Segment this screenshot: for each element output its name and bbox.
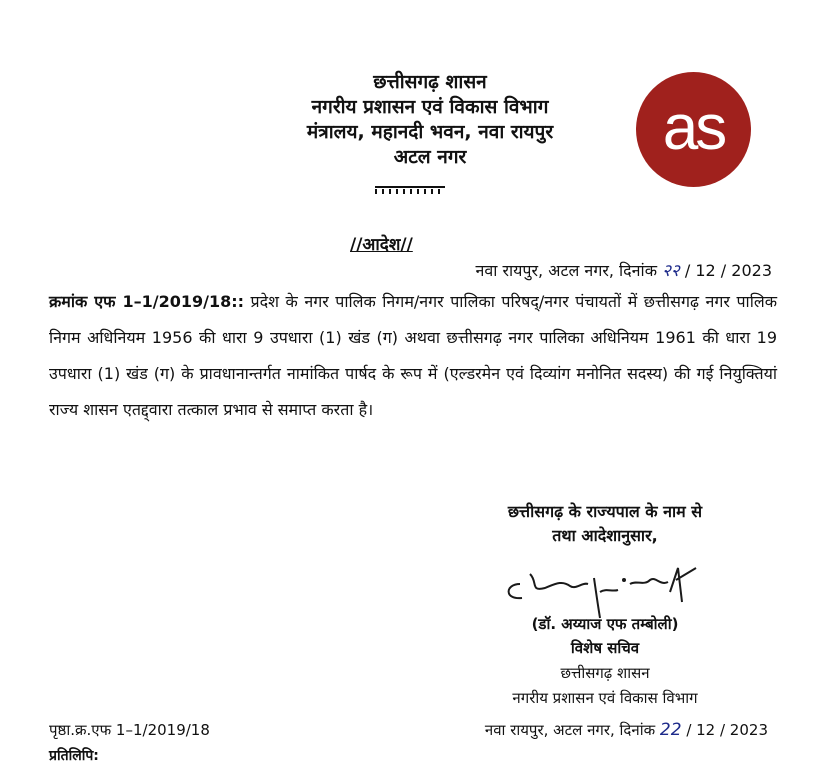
designation: विशेष सचिव bbox=[570, 639, 640, 657]
order-place-prefix: नवा रायपुर, अटल नगर, दिनांक bbox=[475, 261, 657, 280]
as-logo-icon bbox=[636, 72, 751, 187]
order-body-text: प्रदेश के नगर पालिक निगम/नगर पालिका परिषद्/नगर पंचायतों में छत्तीसगढ़ नगर पालिक निगम अधिनियम 1956 की धारा 9 उपधारा (1) खंड (ग) अथवा छत्तीसगढ़ नगर पालिका अधिनियम 1961 की धारा 19 उपधारा (1) खंड (ग) के प्रावधानान्तर्गत नामांकित पार्षद के रूप में (एल्डरमेन एवं दिव्यांग मनोनित सदस्य) की गई नियुक्तियां राज्य शासन एतद्द्वारा तत्काल प्रभाव से समाप्त करता है। bbox=[49, 292, 777, 419]
order-month-year: / 12 / 2023 bbox=[684, 261, 772, 280]
authority-line-1: छत्तीसगढ़ के राज्यपाल के नाम से bbox=[507, 502, 703, 521]
handwritten-day: 22 bbox=[659, 720, 682, 740]
order-title: //आदेश// bbox=[350, 235, 413, 255]
logo-text: as bbox=[662, 90, 725, 163]
endorsement-date-line bbox=[485, 720, 768, 740]
letterhead-department: नगरीय प्रशासन एवं विकास विभाग bbox=[311, 96, 549, 118]
signatory-name: (डॉ. अय्याज एफ तम्बोली) bbox=[531, 615, 679, 633]
signatory-designation-block bbox=[440, 636, 770, 711]
endorsement-month-year: / 12 / 2023 bbox=[686, 721, 768, 739]
government-name: छत्तीसगढ़ शासन bbox=[560, 664, 650, 682]
handwritten-day: २२ bbox=[662, 261, 680, 281]
department-name: नगरीय प्रशासन एवं विकास विभाग bbox=[512, 689, 698, 707]
endorsement-place-prefix: नवा रायपुर, अटल नगर, दिनांक bbox=[484, 721, 656, 739]
authority-statement bbox=[440, 500, 770, 548]
authority-line-2: तथा आदेशानुसार, bbox=[552, 526, 658, 545]
ornamental-divider bbox=[375, 186, 445, 196]
order-body bbox=[49, 284, 777, 428]
letterhead-address: मंत्रालय, महानदी भवन, नवा रायपुर bbox=[306, 121, 554, 143]
order-ref-number: क्रमांक एफ 1–1/2019/18:: bbox=[49, 292, 245, 311]
order-date-line bbox=[475, 258, 772, 281]
endorsement-ref: पृष्ठा.क्र.एफ 1–1/2019/18 bbox=[49, 721, 210, 739]
letterhead-government: छत्तीसगढ़ शासन bbox=[373, 71, 487, 93]
letterhead bbox=[220, 70, 640, 170]
copy-label: प्रतिलिपि: bbox=[49, 748, 99, 764]
letterhead-city: अटल नगर bbox=[393, 146, 467, 168]
